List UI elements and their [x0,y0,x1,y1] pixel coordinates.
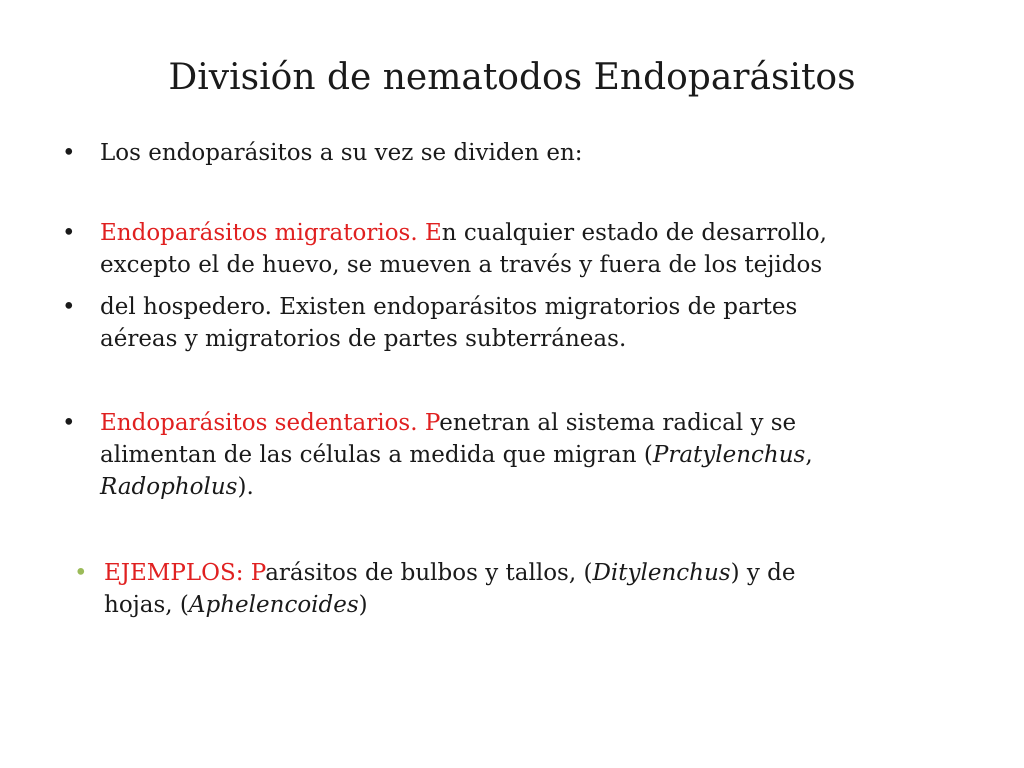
bullet-line [100,471,992,503]
bullet-line [100,439,992,471]
bullet-line-rest: enetran al sistema radical y se [439,410,797,436]
highlight-term: EJEMPLOS: P [104,560,266,586]
bullet-line-post: ). [237,474,254,500]
genus-name: Radopholus [100,474,238,500]
bullet-line [100,217,992,249]
bullet-marker: • [62,294,76,320]
genus-name: Pratylenchus [652,442,806,468]
bullet-line-post: ) y de [730,560,796,586]
bullet-text [100,407,992,503]
bullet-line: excepto el de huevo, se mueven a través y fuera de los tejidos [100,252,823,278]
bullet-sedentary [62,407,992,503]
bullet-line: del hospedero. Existen endoparásitos migratorios de partes [100,294,798,320]
bullet-host [62,291,992,355]
bullet-marker: • [62,140,76,166]
bullet-text [104,557,996,621]
bullet-line: aéreas y migratorios de partes subterráneas. [100,326,627,352]
bullet-text [100,291,992,355]
highlight-term: Endoparásitos sedentarios. P [100,410,440,436]
bullet-line-pre: hojas, ( [104,592,189,618]
bullet-line-pre: arásitos de bulbos y tallos, ( [265,560,593,586]
bullet-line-pre: alimentan de las células a medida que migran ( [100,442,653,468]
bullet-line-post: , [805,442,813,468]
bullet-examples [62,557,992,621]
slide-title: División de nematodos Endoparásitos [168,57,856,98]
bullet-migratory [62,217,992,281]
bullet-marker: • [62,220,76,246]
bullet-marker: • [74,560,88,586]
bullet-marker: • [62,410,76,436]
bullet-line [104,589,996,621]
bullet-line-post: ) [358,592,368,618]
bullet-line-rest: n cualquier estado de desarrollo, [441,220,827,246]
bullet-line [100,407,992,439]
bullet-text: Los endoparásitos a su vez se dividen en: [100,140,583,166]
bullet-intro [62,137,992,169]
genus-name: Aphelencoides [188,592,359,618]
bullet-text [100,217,992,281]
genus-name: Ditylenchus [592,560,731,586]
bullet-line [104,557,996,589]
highlight-term: Endoparásitos migratorios. E [100,220,442,246]
